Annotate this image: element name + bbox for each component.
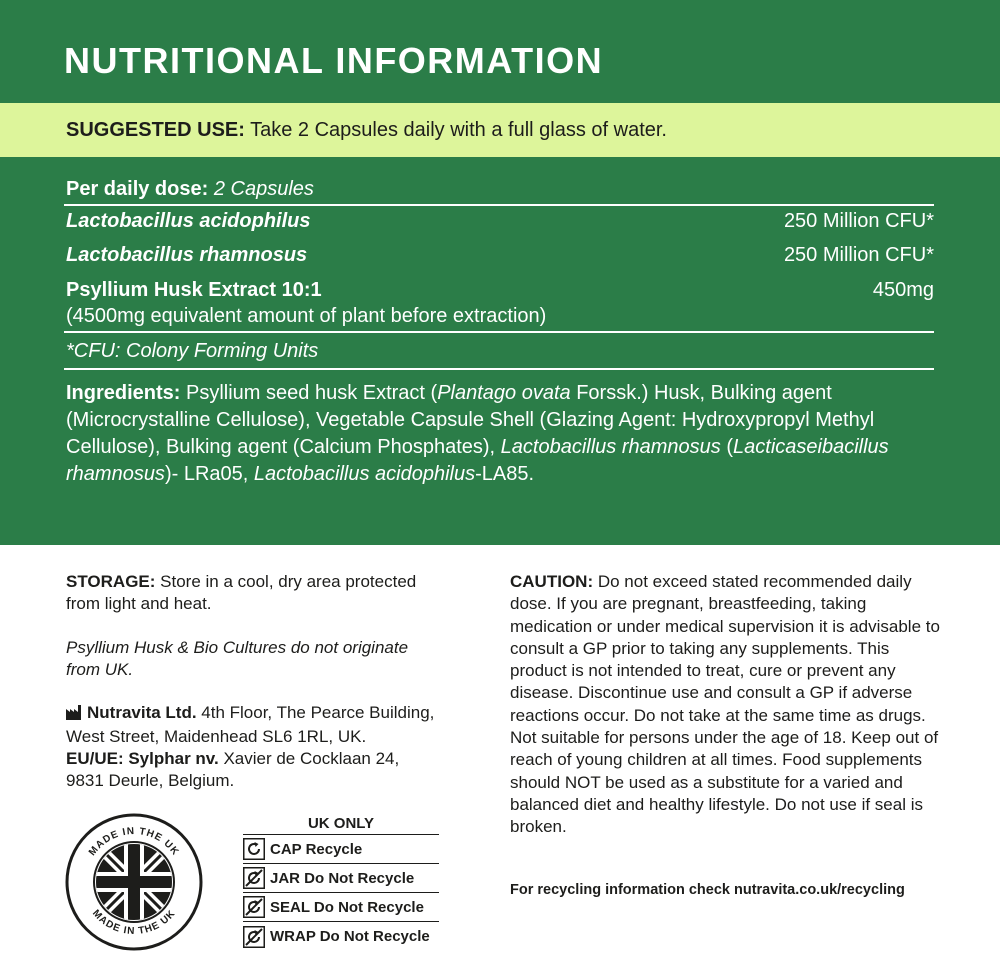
recycling-table: [243, 813, 439, 951]
ingredients-part: (: [720, 436, 734, 458]
nutrient-note: (4500mg equivalent amount of plant before extraction): [66, 305, 547, 327]
storage-line: from light and heat.: [66, 594, 212, 613]
ingredients-part: Psyllium seed husk Extract (: [180, 382, 438, 404]
nutrient-amount: 250 Million CFU*: [783, 244, 934, 266]
badge-top-text: MADE IN THE UK: [86, 825, 182, 858]
page-title: NUTRITIONAL INFORMATION: [64, 40, 604, 81]
divider: [64, 331, 934, 333]
daily-dose-value: 2 Capsules: [208, 178, 314, 200]
divider: [64, 368, 934, 370]
nutrient-amount: 250 Million CFU*: [783, 210, 934, 232]
ingredients-part: -LA85.: [475, 463, 535, 485]
ingredients-text: [66, 380, 896, 488]
recycling-row: [243, 835, 439, 864]
factory-icon: [66, 704, 84, 726]
no-recycle-icon: [243, 896, 265, 918]
caution-label: CAUTION:: [510, 572, 594, 591]
origin-text: [66, 637, 408, 681]
recycling-info-link: For recycling information check nutravita.co.uk/recycling: [510, 882, 905, 898]
suggested-use-label: SUGGESTED USE:: [66, 119, 245, 141]
ingredients-species: Lactobacillus rhamnosus: [500, 436, 721, 458]
origin-line: from UK.: [66, 660, 134, 679]
company-address: [66, 702, 434, 792]
badge-bottom-text: MADE IN THE UK: [89, 907, 178, 938]
made-in-uk-badge: [64, 812, 204, 952]
recycling-label: WRAP Do Not Recycle: [270, 928, 430, 945]
company-addr-line: West Street, Maidenhead SL6 1RL, UK.: [66, 727, 367, 746]
eu-addr-line: Xavier de Cocklaan 24,: [218, 749, 400, 768]
recycling-header: UK ONLY: [243, 813, 439, 835]
eu-addr-line: 9831 Deurle, Belgium.: [66, 771, 235, 790]
nutrient-name: Psyllium Husk Extract 10:1: [66, 279, 322, 301]
suggested-use: [66, 119, 667, 142]
divider: [64, 204, 934, 206]
recycle-arrow-icon: [243, 838, 265, 860]
ingredients-label: Ingredients:: [66, 382, 181, 404]
ingredients-species: Lacticaseibacillus rhamnosus: [66, 436, 889, 485]
storage-text: [66, 571, 416, 615]
caution-text: [510, 571, 950, 839]
ingredients-species: Plantago ovata: [437, 382, 571, 404]
suggested-use-text: Take 2 Capsules daily with a full glass of water.: [244, 119, 667, 141]
storage-line: Store in a cool, dry area protected: [155, 572, 417, 591]
eu-rep-label: EU/UE: Sylphar nv.: [66, 749, 219, 768]
nutrient-name: Lactobacillus rhamnosus: [66, 244, 308, 266]
nutrient-amount: 450mg: [872, 279, 934, 301]
cfu-footnote: *CFU: Colony Forming Units: [66, 340, 319, 362]
ingredients-part: Forssk.) Husk, Bulking agent (Microcrystalline Cellulose), Vegetable Capsule Shell (Glazing Agent: Hydroxypropyl Methyl Cellulose), Bulking agent (Calcium Phosphates),: [66, 382, 875, 458]
no-recycle-icon: [243, 926, 265, 948]
recycling-row: [243, 893, 439, 922]
ingredients-species: Lactobacillus acidophilus: [253, 463, 476, 485]
recycling-label: CAP Recycle: [270, 840, 363, 858]
recycling-label: SEAL Do Not Recycle: [270, 898, 424, 916]
storage-label: STORAGE:: [66, 572, 156, 591]
caution-body: Do not exceed stated recommended daily dose. If you are pregnant, breastfeeding, taking medication or under medical supervision it is advisable to consult a GP prior to taking any supplements. This product is not intended to treat, cure or prevent any disease. Discontinue use and consult a GP if adverse reactions occur. Do not take at the same time as drugs. Not suitable for persons under the age of 18. Keep out of reach of young children at all times. Food supplements should NOT be used as a substitute for a varied and balanced diet and healthy lifestyle. Do not use if seal is broken.: [510, 572, 940, 837]
recycling-row: [243, 922, 439, 951]
recycling-label: JAR Do Not Recycle: [270, 869, 415, 887]
no-recycle-icon: [243, 867, 265, 889]
daily-dose-line: [66, 178, 314, 201]
company-name: Nutravita Ltd.: [87, 703, 197, 722]
company-addr-line: 4th Floor, The Pearce Building,: [196, 703, 435, 722]
ingredients-part: )- LRa05,: [164, 463, 254, 485]
recycling-row: [243, 864, 439, 893]
origin-line: Psyllium Husk & Bio Cultures do not originate: [66, 638, 409, 657]
daily-dose-label: Per daily dose:: [66, 178, 209, 200]
nutrient-name: Lactobacillus acidophilus: [66, 210, 311, 232]
